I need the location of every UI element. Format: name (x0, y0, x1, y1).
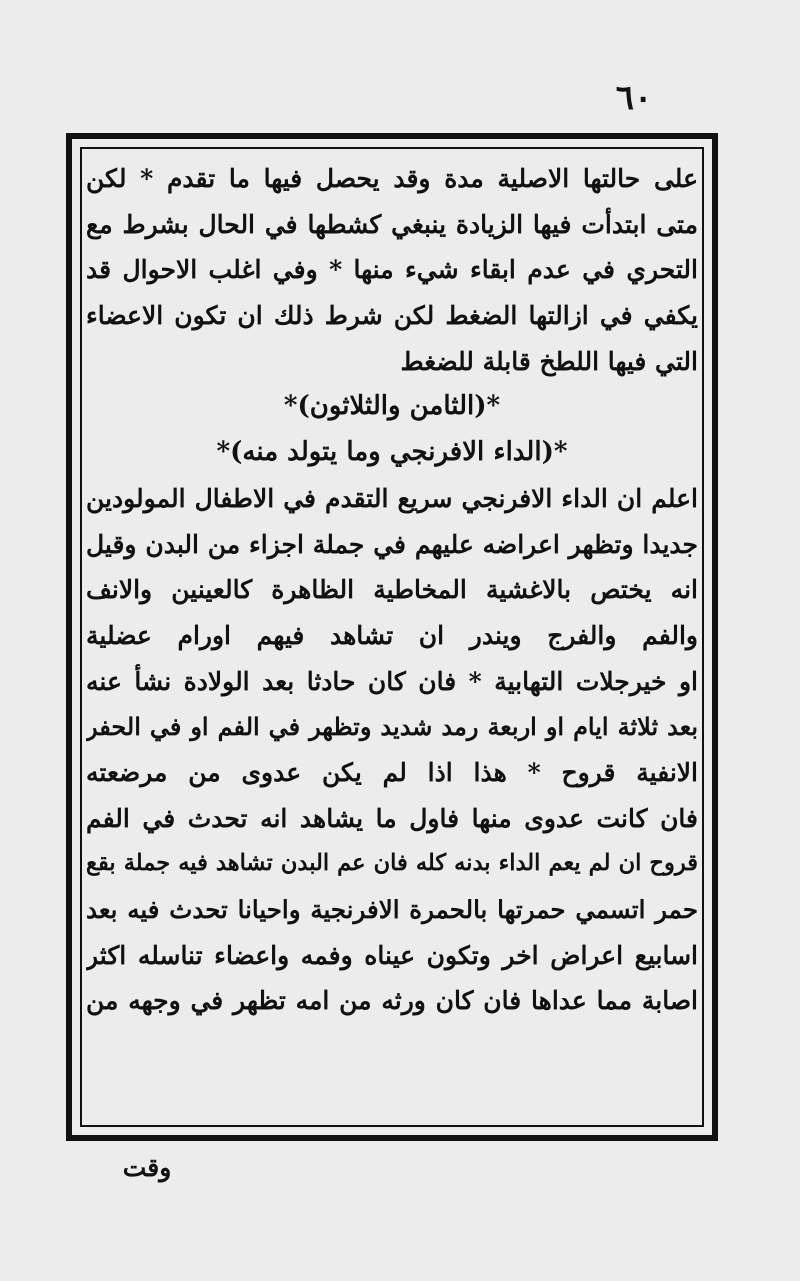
text-line: انه يختص بالاغشية المخاطية الظاهرة كالعينين والانف (86, 575, 698, 605)
text-line: اعلم ان الداء الافرنجي سريع التقدم في الاطفال المولودين (86, 483, 698, 513)
text-line: قروح ان لم يعم الداء بدنه كله فان عم البدن تشاهد فيه جملة بقع (86, 850, 698, 877)
text-line: التي فيها اللطخ قابلة للضغط (400, 346, 698, 376)
text-line: والفم والفرج ويندر ان تشاهد فيهم اورام عضلية (86, 620, 698, 650)
text-line: جديدا وتظهر اعراضه عليهم في جملة اجزاء من البدن وقيل (86, 529, 698, 559)
text-block (86, 156, 698, 1024)
text-line: فان كانت عدوى منها فاول ما يشاهد انه تحدث في الفم (86, 803, 698, 833)
text-line: اسابيع اعراض اخر وتكون عيناه وفمه واعضاء تناسله اكثر (86, 940, 698, 970)
text-line: حمر اتسمي حمرتها بالحمرة الافرنجية واحيانا تحدث فيه بعد (86, 895, 698, 924)
text-line: بعد ثلاثة ايام او اربعة رمد شديد وتظهر في الفم او في الحفر (86, 712, 698, 742)
text-line: الانفية قروح * هذا اذا لم يكن عدوى من مرضعته (86, 757, 698, 787)
section-number-heading: *(الثامن والثلاثون)* (283, 391, 501, 422)
text-line: على حالتها الاصلية مدة وقد يحصل فيها ما تقدم * لكن (86, 164, 698, 193)
text-line: التحري في عدم ابقاء شيء منها * وفي اغلب الاحوال قد (86, 255, 698, 285)
page-number: ٦٠ (615, 78, 653, 118)
section-title-heading: *(الداء الافرنجي وما يتولد منه)* (216, 437, 568, 468)
text-line: متى ابتدأت فيها الزيادة ينبغي كشطها في الحال بشرط مع (86, 209, 698, 239)
catchword: وقت (122, 1153, 172, 1182)
text-line: اصابة مما عداها فان كان ورثه من امه تظهر في وجهه من (86, 986, 698, 1016)
text-line: يكفي في ازالتها الضغط لكن شرط ذلك ان تكون الاعضاء (86, 301, 698, 331)
text-line: او خيرجلات التهابية * فان كان حادثا بعد الولادة نشأ عنه (86, 666, 698, 696)
